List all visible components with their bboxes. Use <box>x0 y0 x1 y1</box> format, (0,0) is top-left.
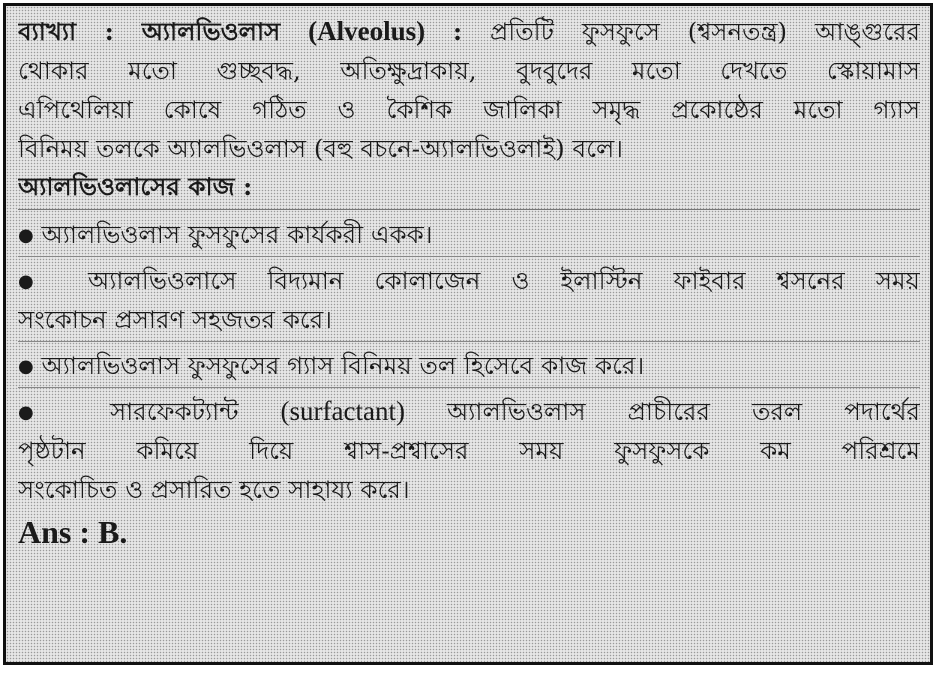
function-item-3 <box>18 346 920 385</box>
function-item-1 <box>18 215 920 254</box>
function-item-4-cont-1: পৃষ্ঠটান কমিয়ে দিয়ে শ্বাস-প্রশ্বাসের সময় ফুসফুসকে কম পরিশ্রমে <box>18 436 920 465</box>
bullet-icon: ● <box>18 271 57 292</box>
term-bengali: অ্যালভিওলাস <box>141 17 281 46</box>
function-item-4 <box>18 392 920 431</box>
function-item-prefix: সারফেকট্যান্ট <box>110 397 239 426</box>
function-item-text: অ্যালভিওলাস ফুসফুসের গ্যাস বিনিময় তল হিসেবে কাজ করে। <box>41 351 645 380</box>
function-item-2-cont: সংকোচন প্রসারণ সহজতর করে। <box>18 305 332 334</box>
function-item-4-cont-2: সংকোচিত ও প্রসারিত হতে সাহায্য করে। <box>18 475 410 504</box>
explanation-line-4: বিনিময় তলকে অ্যালভিওলাস (বহু বচনে-অ্যালভিওলাই) বলে। <box>18 134 623 163</box>
explanation-box <box>3 3 933 665</box>
function-item-text: অ্যালভিওলাস প্রাচীরের তরল পদার্থের <box>447 397 920 426</box>
explanation-line-2: থোকার মতো গুচ্ছবদ্ধ, অতিক্ষুদ্রাকায়, বুদবুদের মতো দেখতে স্কোয়ামাস <box>18 56 920 85</box>
explanation-label: ব্যাখ্যা : <box>18 17 114 46</box>
function-item-2 <box>18 261 920 300</box>
bullet-icon: ● <box>18 356 34 377</box>
bullet-icon: ● <box>18 225 34 246</box>
divider <box>18 256 920 257</box>
term-latin: (Alveolus) <box>308 16 426 46</box>
function-item-latin: (surfactant) <box>280 396 405 426</box>
function-item-text: অ্যালভিওলাসে বিদ্যমান কোলাজেন ও ইলাস্টিন ফাইবার শ্বসনের সময় <box>88 266 920 295</box>
explanation-line-3: এপিথেলিয়া কোষে গঠিত ও কৈশিক জালিকা সমৃদ্ধ প্রকোষ্ঠের মতো গ্যাস <box>18 95 920 124</box>
bullet-icon: ● <box>18 402 68 423</box>
function-item-text: অ্যালভিওলাস ফুসফুসের কার্যকরী একক। <box>41 220 433 249</box>
functions-heading: অ্যালভিওলাসের কাজ : <box>18 172 253 201</box>
divider <box>18 209 920 210</box>
divider <box>18 387 920 388</box>
term-colon: : <box>453 17 463 46</box>
explanation-text: প্রতিটি ফুসফুসে (শ্বসনতন্ত্র) আঙ্গুরের <box>489 17 920 46</box>
explanation-line-1 <box>18 12 920 51</box>
answer-label: Ans : B. <box>18 514 128 550</box>
divider <box>18 341 920 342</box>
